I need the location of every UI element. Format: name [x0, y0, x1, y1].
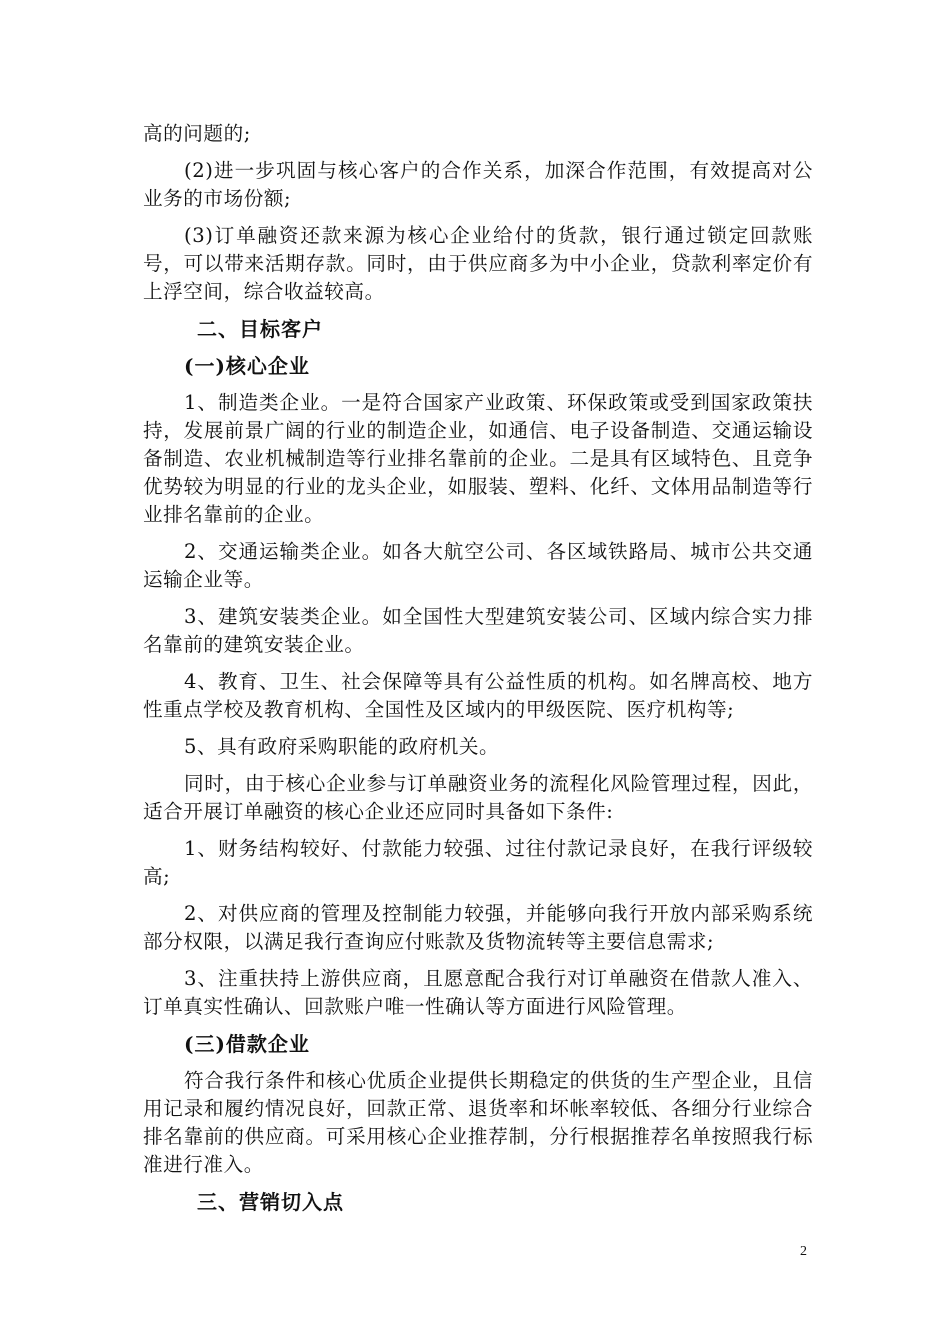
paragraph-conditions-intro: 同时，由于核心企业参与订单融资业务的流程化风险管理过程，因此，适合开展订单融资的核心企业还应同时具备如下条件:: [143, 772, 813, 823]
section-heading-target-customers: 二、目标客户: [197, 317, 323, 341]
paragraph-condition-2: 2、对供应商的管理及控制能力较强，并能够向我行开放内部采购系统部分权限，以满足我行查询应付账款及货物流转等主要信息需求;: [143, 902, 813, 953]
section-heading-marketing-entry: 三、营销切入点: [197, 1190, 344, 1214]
page-number: 2: [800, 1244, 807, 1259]
subsection-heading-core-enterprises: (一)核心企业: [184, 354, 310, 378]
paragraph-benefit-3: (3)订单融资还款来源为核心企业给付的货款，银行通过锁定回款账号，可以带来活期存款。同时，由于供应商多为中小企业，贷款利率定价有上浮空间，综合收益较高。: [143, 224, 813, 303]
paragraph-construction: 3、建筑安装类企业。如全国性大型建筑安装公司、区域内综合实力排名靠前的建筑安装企业。: [143, 605, 813, 656]
document-body: [143, 120, 813, 1225]
subsection-heading-borrowers: (三)借款企业: [184, 1032, 310, 1056]
paragraph-borrower-criteria: 符合我行条件和核心优质企业提供长期稳定的供货的生产型企业，且信用记录和履约情况良好，回款正常、退货率和坏帐率较低、各细分行业综合排名靠前的供应商。可采用核心企业推荐制，分行根据推荐名单按照我行标准进行准入。: [143, 1069, 813, 1176]
paragraph-government: 5、具有政府采购职能的政府机关。: [184, 735, 500, 758]
paragraph-transportation: 2、交通运输类企业。如各大航空公司、各区域铁路局、城市公共交通运输企业等。: [143, 540, 813, 591]
paragraph-condition-3: 3、注重扶持上游供应商，且愿意配合我行对订单融资在借款人准入、订单真实性确认、回款账户唯一性确认等方面进行风险管理。: [143, 967, 813, 1018]
paragraph-condition-1: 1、财务结构较好、付款能力较强、过往付款记录良好，在我行评级较高;: [143, 837, 813, 888]
paragraph-continuation: 高的问题的;: [143, 122, 251, 145]
paragraph-public-institutions: 4、教育、卫生、社会保障等具有公益性质的机构。如名牌高校、地方性重点学校及教育机构、全国性及区域内的甲级医院、医疗机构等;: [143, 670, 813, 721]
paragraph-manufacturing: 1、制造类企业。一是符合国家产业政策、环保政策或受到国家政策扶持，发展前景广阔的行业的制造企业，如通信、电子设备制造、交通运输设备制造、农业机械制造等行业排名靠前的企业。二是具有区域特色、且竞争优势较为明显的行业的龙头企业，如服装、塑料、化纤、文体用品制造等行业排名靠前的企业。: [143, 391, 813, 526]
paragraph-benefit-2: (2)进一步巩固与核心客户的合作关系，加深合作范围，有效提高对公业务的市场份额;: [143, 159, 813, 210]
